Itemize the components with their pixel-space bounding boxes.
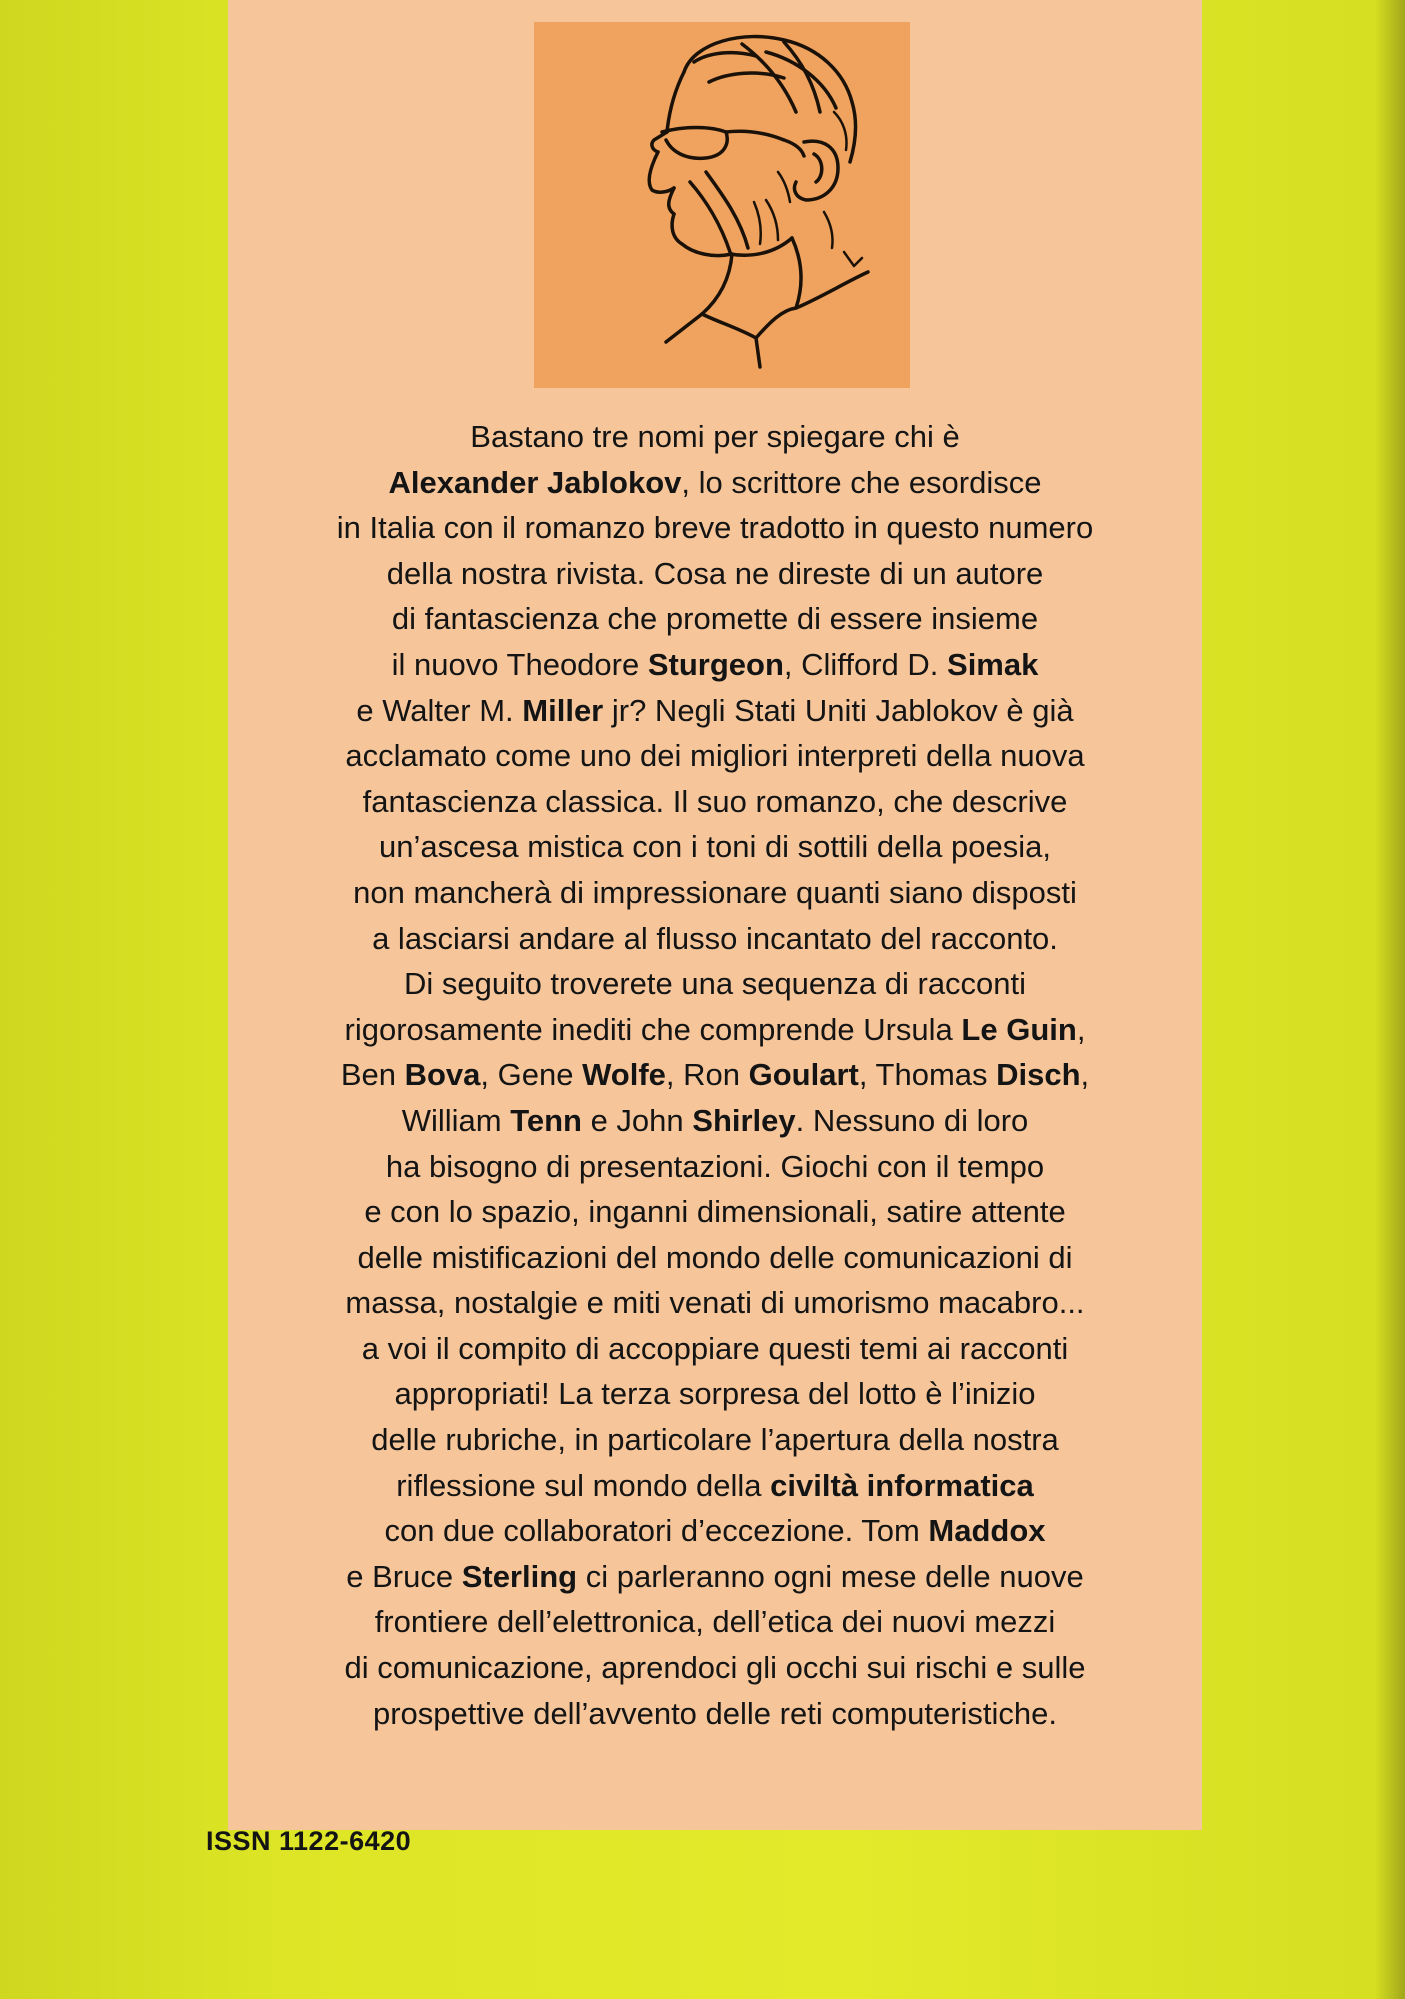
blurb-line	[236, 460, 1194, 506]
blurb-line	[236, 642, 1194, 688]
blurb-text: e Walter M.	[356, 692, 523, 728]
author-portrait-sketch-icon	[534, 22, 910, 388]
blurb-line	[236, 505, 1194, 551]
blurb-line	[236, 1691, 1194, 1737]
blurb-text: a voi il compito di accoppiare questi temi ai racconti	[361, 1330, 1069, 1366]
blurb-text: , Clifford D.	[783, 646, 948, 682]
blurb-text: , Gene	[480, 1057, 583, 1093]
blurb-text: , lo scrittore che esordisce	[681, 464, 1042, 500]
blurb-text: Ben	[340, 1057, 405, 1093]
blurb-text: William	[401, 1102, 511, 1138]
author-portrait	[534, 22, 910, 388]
blurb-text: Di seguito troverete una sequenza di racconti	[403, 966, 1027, 1002]
blurb-text: acclamato come uno dei migliori interpreti della nuova	[345, 738, 1085, 774]
blurb-text: rigorosamente inediti che comprende Ursula	[344, 1011, 962, 1047]
blurb-bold-text: Wolfe	[582, 1057, 666, 1093]
blurb-text: ,	[1080, 1057, 1090, 1093]
blurb-text: con due collaboratori d’eccezione. Tom	[384, 1513, 929, 1549]
blurb-line	[236, 916, 1194, 962]
cover-edge-shadow	[1375, 0, 1405, 1999]
blurb-line	[236, 1189, 1194, 1235]
blurb-text: della nostra rivista. Cosa ne direste di un autore	[386, 555, 1044, 591]
issn-number: ISSN 1122-6420	[206, 1826, 412, 1856]
blurb-text: riflessione sul mondo della	[396, 1467, 771, 1503]
blurb-line	[236, 1235, 1194, 1281]
blurb-line	[236, 961, 1194, 1007]
blurb-text: ci parleranno ogni mese delle nuove	[577, 1558, 1084, 1594]
blurb-text: delle mistificazioni del mondo delle comunicazioni di	[357, 1239, 1073, 1275]
blurb-line	[236, 733, 1194, 779]
blurb-bold-text: Le Guin	[961, 1011, 1077, 1047]
blurb-line	[236, 779, 1194, 825]
blurb-line	[236, 1599, 1194, 1645]
blurb-text: . Nessuno di loro	[795, 1102, 1029, 1138]
blurb-text: appropriati! La terza sorpresa del lotto è l’inizio	[394, 1376, 1036, 1412]
blurb-line	[236, 1463, 1194, 1509]
blurb-line	[236, 1007, 1194, 1053]
blurb-line	[236, 1144, 1194, 1190]
blurb-text: e Bruce	[346, 1558, 462, 1594]
blurb-line	[236, 1326, 1194, 1372]
blurb-text: delle rubriche, in particolare l’apertura della nostra	[371, 1422, 1059, 1458]
blurb-text: jr? Negli Stati Uniti Jablokov è già	[603, 692, 1074, 728]
blurb-text: in Italia con il romanzo breve tradotto in questo numero	[336, 510, 1094, 546]
blurb-text: a lasciarsi andare al flusso incantato del racconto.	[372, 920, 1058, 956]
blurb-line	[236, 1508, 1194, 1554]
blurb-bold-text: Shirley	[692, 1102, 796, 1138]
blurb-text: , Thomas	[858, 1057, 997, 1093]
blurb-bold-text: civiltà informatica	[770, 1467, 1034, 1503]
blurb-text: massa, nostalgie e miti venati di umorismo macabro...	[345, 1285, 1085, 1321]
blurb-text: di comunicazione, aprendoci gli occhi sui rischi e sulle	[344, 1650, 1086, 1686]
blurb-bold-text: Miller	[522, 692, 604, 728]
back-cover-blurb	[236, 414, 1194, 1736]
blurb-text: , Ron	[665, 1057, 749, 1093]
blurb-line	[236, 1052, 1194, 1098]
blurb-line	[236, 1554, 1194, 1600]
blurb-text: Bastano tre nomi per spiegare chi è	[470, 419, 960, 454]
blurb-line	[236, 1280, 1194, 1326]
blurb-bold-text: Alexander Jablokov	[388, 464, 682, 500]
blurb-text: di fantascienza che promette di essere insieme	[391, 601, 1039, 637]
blurb-text: e con lo spazio, inganni dimensionali, satire attente	[364, 1194, 1066, 1230]
blurb-line	[236, 414, 1194, 460]
blurb-line	[236, 688, 1194, 734]
blurb-text: fantascienza classica. Il suo romanzo, che descrive	[362, 783, 1068, 819]
blurb-bold-text: Simak	[947, 646, 1039, 682]
blurb-line	[236, 1645, 1194, 1691]
blurb-text: ,	[1076, 1011, 1086, 1047]
blurb-bold-text: Goulart	[748, 1057, 859, 1093]
blurb-bold-text: Disch	[996, 1057, 1081, 1093]
blurb-line	[236, 596, 1194, 642]
blurb-line	[236, 551, 1194, 597]
blurb-text: un’ascesa mistica con i toni di sottili della poesia,	[378, 829, 1051, 865]
blurb-text: non mancherà di impressionare quanti siano disposti	[353, 874, 1077, 910]
blurb-line	[236, 824, 1194, 870]
blurb-bold-text: Maddox	[928, 1513, 1046, 1549]
blurb-line	[236, 870, 1194, 916]
blurb-line	[236, 1098, 1194, 1144]
blurb-bold-text: Sterling	[461, 1558, 578, 1594]
blurb-text: ha bisogno di presentazioni. Giochi con il tempo	[385, 1148, 1045, 1184]
blurb-bold-text: Bova	[404, 1057, 481, 1093]
blurb-line	[236, 1371, 1194, 1417]
blurb-line	[236, 1417, 1194, 1463]
blurb-text: e John	[581, 1102, 693, 1138]
blurb-text: frontiere dell’elettronica, dell’etica dei nuovi mezzi	[374, 1604, 1056, 1640]
blurb-bold-text: Sturgeon	[647, 646, 784, 682]
blurb-text: prospettive dell’avvento delle reti computeristiche.	[372, 1695, 1058, 1731]
blurb-text: il nuovo Theodore	[391, 646, 648, 682]
blurb-bold-text: Tenn	[510, 1102, 582, 1138]
